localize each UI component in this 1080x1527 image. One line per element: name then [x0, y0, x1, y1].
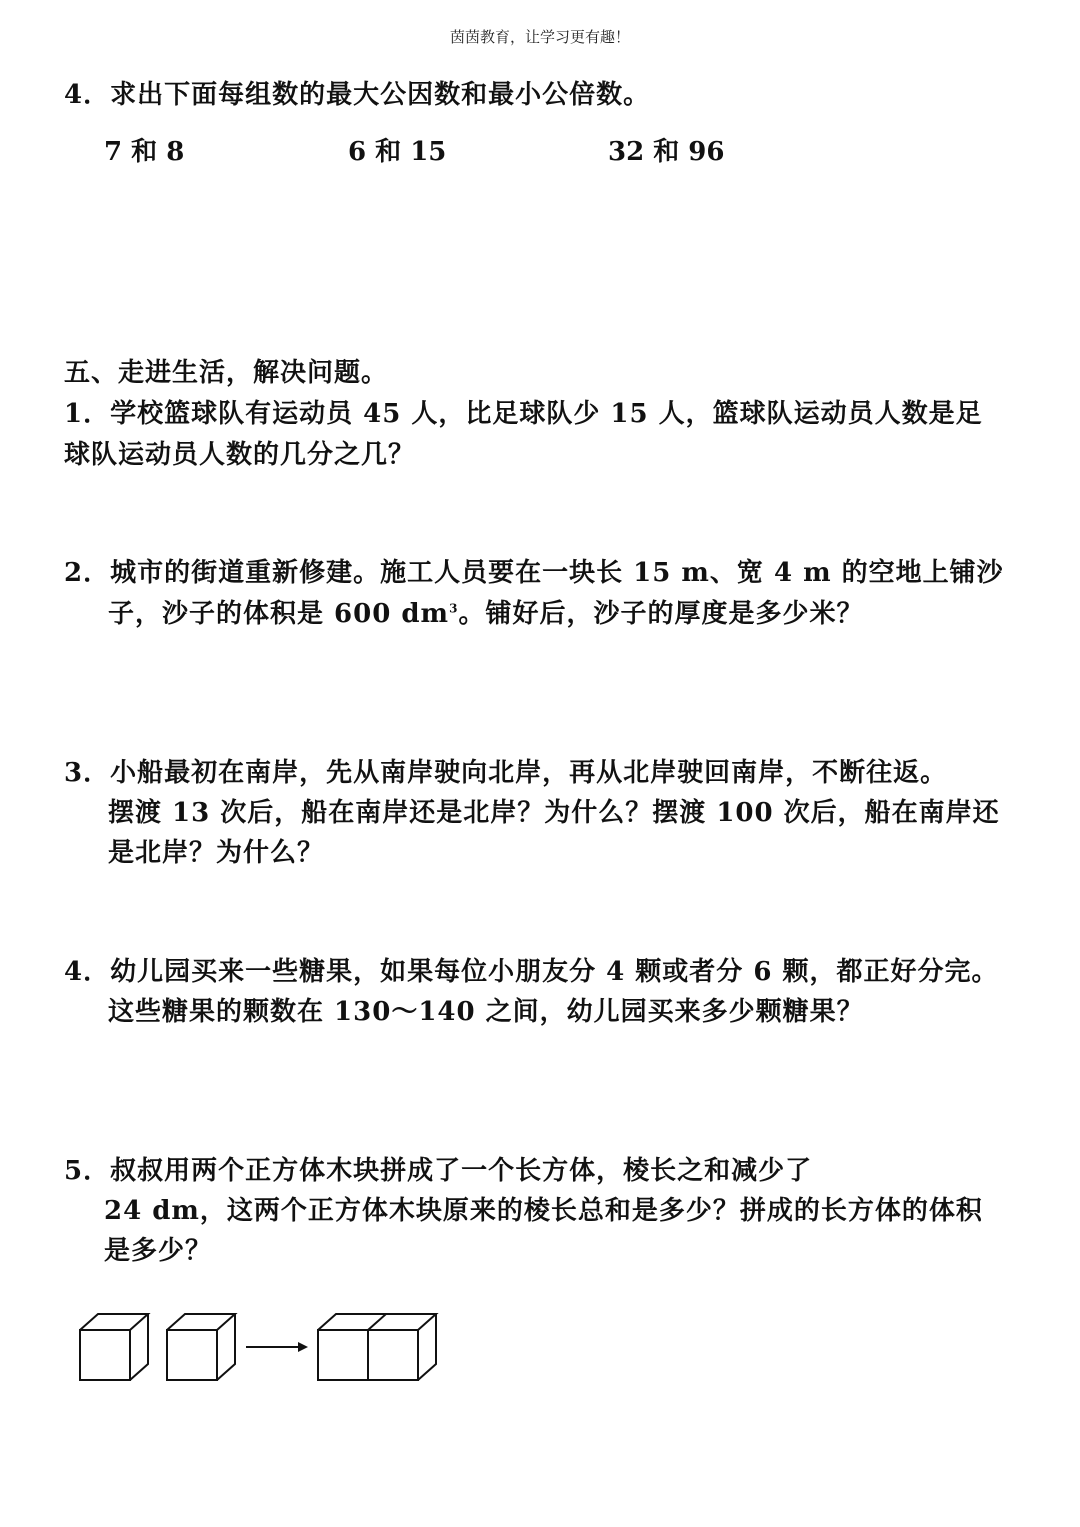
cube-1 [80, 1314, 148, 1380]
cuboid [318, 1314, 436, 1380]
question2-line2 [108, 593, 863, 630]
question2-line1: 2．城市的街道重新修建。施工人员要在一块长 15 m、宽 4 m 的空地上铺沙 [64, 558, 1004, 588]
page-header: 茵茵教育，让学习更有趣！ [449, 28, 630, 46]
question3-line1: 3．小船最初在南岸，先从南岸驶向北岸，再从北岸驶回南岸，不断往返。 [64, 758, 948, 788]
number-pair-3: 32 和 96 [608, 137, 725, 167]
cube-2 [167, 1314, 235, 1380]
section4-title: 4．求出下面每组数的最大公因数和最小公倍数。 [64, 80, 651, 110]
question3-line3: 是北岸？为什么？ [108, 838, 325, 868]
arrow-icon [246, 1342, 308, 1352]
question2-line2-start: 子，沙子的体积是 600 dm [108, 599, 450, 629]
question5-line2: 24 dm，这两个正方体木块原来的棱长总和是多少？拼成的长方体的体积 [104, 1196, 983, 1226]
number-pair-2: 6 和 15 [348, 137, 447, 167]
question5-line3: 是多少？ [104, 1236, 213, 1266]
question3-line2: 摆渡 13 次后，船在南岸还是北岸？为什么？摆渡 100 次后，船在南岸还 [108, 798, 1000, 828]
section5-title: 五、走进生活，解决问题。 [64, 358, 389, 388]
question1-line1: 1．学校篮球队有运动员 45 人，比足球队少 15 人，篮球队运动员人数是足 [64, 399, 983, 429]
cubic-exponent: 3 [449, 601, 459, 616]
question1-line2: 球队运动员人数的几分之几？ [64, 440, 416, 470]
cubes-diagram [76, 1308, 446, 1394]
number-pair-1: 7 和 8 [104, 137, 185, 167]
question2-line2-end: 。铺好后，沙子的厚度是多少米？ [458, 599, 864, 629]
question5-line1: 5．叔叔用两个正方体木块拼成了一个长方体，棱长之和减少了 [64, 1156, 813, 1186]
question4-line2: 这些糖果的颗数在 130～140 之间，幼儿园买来多少颗糖果？ [108, 997, 864, 1027]
question4-line1: 4．幼儿园买来一些糖果，如果每位小朋友分 4 颗或者分 6 颗，都正好分完。 [64, 957, 999, 987]
